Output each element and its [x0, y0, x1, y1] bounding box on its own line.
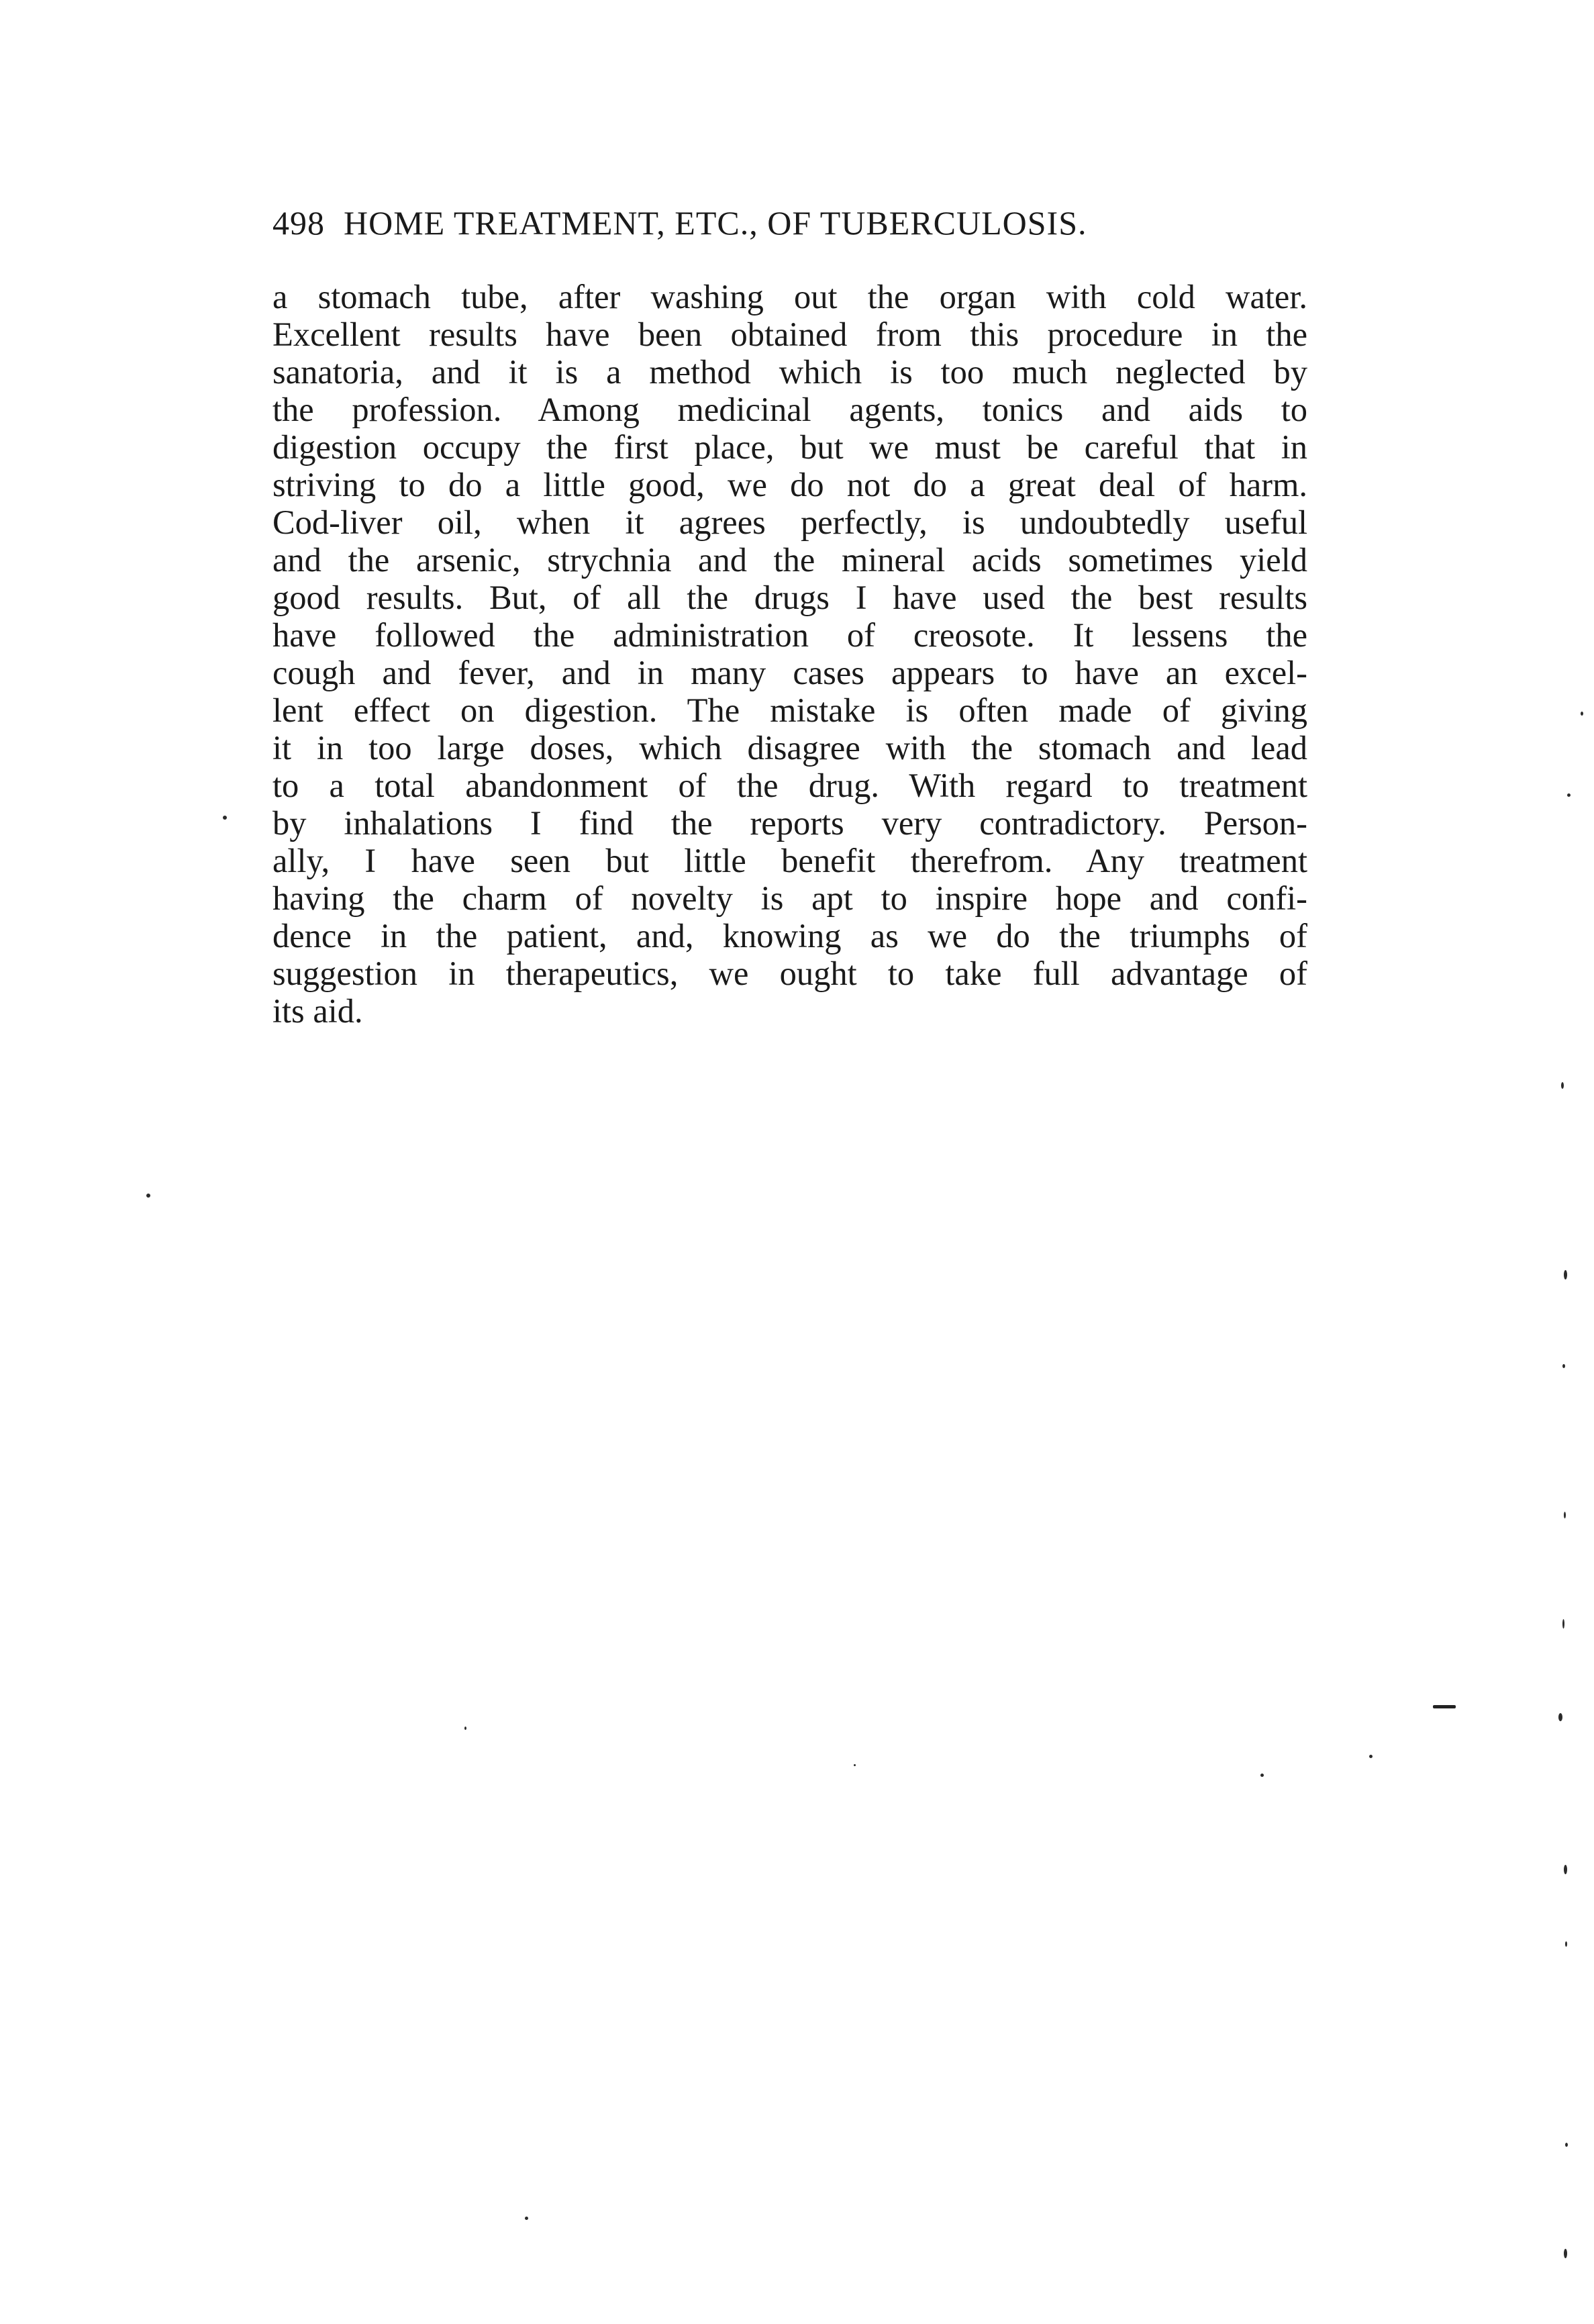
scan-speck: [1561, 1082, 1564, 1089]
scan-speck: [1369, 1755, 1373, 1758]
scan-speck: [854, 1764, 856, 1766]
text-line: its aid.: [272, 992, 363, 1030]
scan-speck: [464, 1727, 466, 1730]
text-line: digestion occupy the first place, but we must be careful that in: [272, 428, 1307, 466]
text-line: have followed the administration of creosote. It lessens the: [272, 616, 1307, 654]
scan-speck: [146, 1194, 150, 1198]
text-line: sanatoria, and it is a method which is too much neglected by: [272, 353, 1307, 391]
scan-speck: [1564, 2249, 1567, 2258]
text-line: suggestion in therapeutics, we ought to take full advantage of: [272, 955, 1307, 992]
text-line: lent effect on digestion. The mistake is often made of giving: [272, 691, 1307, 729]
scan-speck: [1565, 2143, 1568, 2147]
text-line: good results. But, of all the drugs I have used the best results: [272, 579, 1307, 616]
scan-speck: [1564, 1865, 1567, 1874]
scan-speck: [1562, 1619, 1564, 1629]
text-line: Excellent results have been obtained from this procedure in the: [272, 316, 1307, 353]
text-line: cough and fever, and in many cases appears to have an excel-: [272, 654, 1307, 691]
scan-speck: [1558, 1713, 1562, 1721]
body-paragraph: [272, 278, 1307, 1030]
text-line: striving to do a little good, we do not do a great deal of harm.: [272, 466, 1307, 503]
scan-speck: [1567, 793, 1571, 797]
page-number: 498: [272, 204, 325, 242]
running-title: HOME TREATMENT, ETC., OF TUBERCULOSIS.: [344, 204, 1087, 242]
scan-speck: [223, 816, 227, 820]
text-line: it in too large doses, which disagree with the stomach and lead: [272, 729, 1307, 767]
text-line: having the charm of novelty is apt to inspire hope and confi-: [272, 879, 1307, 917]
text-line: a stomach tube, after washing out the organ with cold water.: [272, 278, 1307, 316]
scan-speck: [1562, 1364, 1565, 1368]
text-line: ally, I have seen but little benefit therefrom. Any treatment: [272, 842, 1307, 879]
scan-speck: [1564, 1270, 1567, 1279]
text-line: dence in the patient, and, knowing as we do the triumphs of: [272, 917, 1307, 955]
scan-speck: [525, 2217, 528, 2220]
scan-speck: [1581, 712, 1583, 716]
scan-speck: [1564, 1512, 1566, 1518]
scan-speck: [1260, 1774, 1264, 1777]
text-line: by inhalations I find the reports very contradictory. Person-: [272, 804, 1307, 842]
scan-speck: [1565, 1941, 1567, 1947]
text-line: and the arsenic, strychnia and the mineral acids sometimes yield: [272, 541, 1307, 579]
running-header: [272, 201, 1306, 244]
scan-mark: [1433, 1705, 1456, 1708]
text-line: the profession. Among medicinal agents, tonics and aids to: [272, 391, 1307, 428]
text-line: to a total abandonment of the drug. With regard to treatment: [272, 767, 1307, 804]
text-line: Cod-liver oil, when it agrees perfectly, is undoubtedly useful: [272, 503, 1307, 541]
